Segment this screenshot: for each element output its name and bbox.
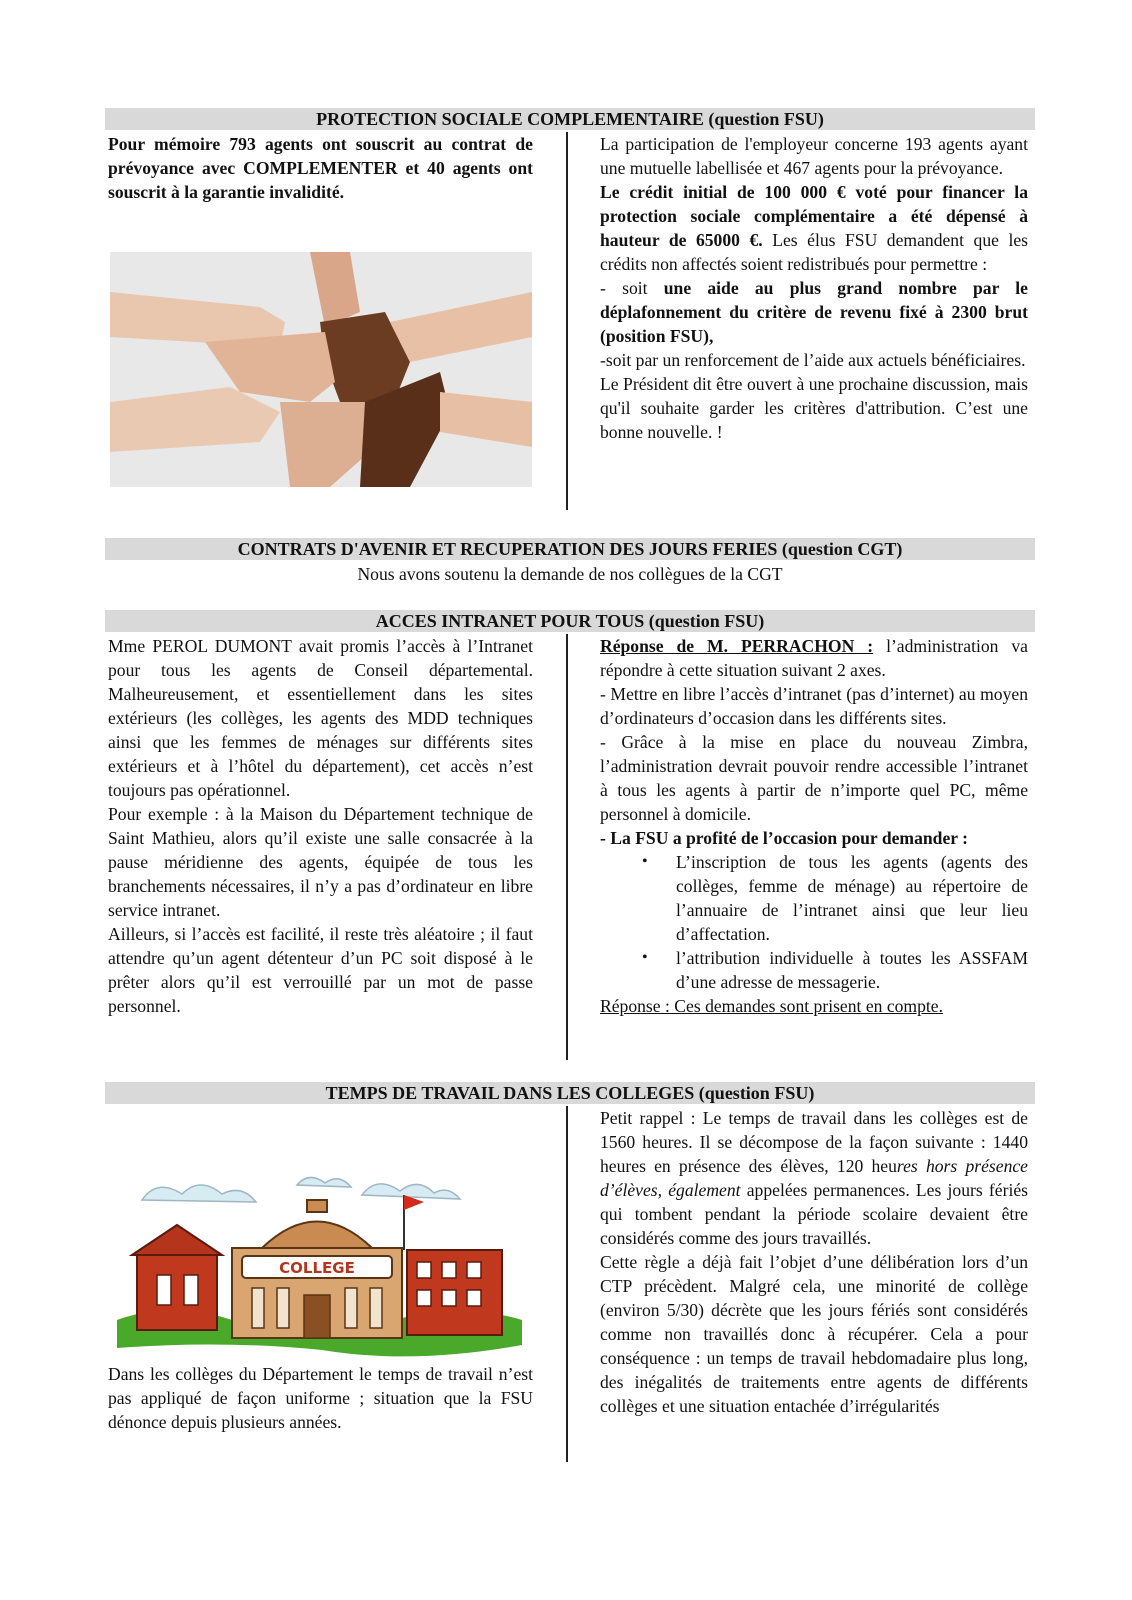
bullet-icon: • — [642, 949, 648, 966]
reply-paragraph — [600, 634, 1028, 682]
college-illustration — [112, 1170, 532, 1370]
section-header-contrats-avenir — [105, 538, 1035, 560]
president-text: Le Président dit être ouvert à une prochaine discussion, mais qu'il souhaite garder les critères d'attribution. C’est une bonne nouvelle. ! — [600, 374, 1028, 442]
request-list — [600, 850, 1028, 994]
section4-left-column — [108, 1362, 533, 1434]
support-text: Nous avons soutenu la demande de nos collègues de la CGT — [357, 564, 783, 584]
option-two-text: -soit par un renforcement de l’aide aux actuels bénéficiaires. — [600, 350, 1026, 370]
option-one-bold: une aide au plus grand nombre par le déplafonnement du critère de revenu fixé à 2300 brut (position FSU), — [600, 278, 1028, 346]
reminder-text-a: Petit rappel : Le temps de travail dans les collèges est de 1560 heures. Il se décompose de la façon suivante : 1440 heures en présence des élèves, 120 heu — [600, 1108, 1028, 1176]
elsewhere-text: Ailleurs, si l’accès est facilité, il reste très aléatoire ; il faut attendre qu’un agent détenteur d’un PC soit disposé à le prêter alors qu’il est verrouillé par un mot de passe personnel. — [108, 924, 533, 1016]
bullet-icon: • — [642, 853, 648, 870]
option-one-paragraph — [600, 276, 1028, 348]
reminder-paragraph — [600, 1106, 1028, 1250]
credit-bold-text: Le crédit initial de 100 000 € voté pour financer la protection sociale complémentaire a été dépensé à hauteur de 65000 €. — [600, 182, 1028, 250]
list-item: • L’inscription de tous les agents (agents des collèges, femme de ménage) au répertoire de l’annuaire de l’intranet ainsi que leur lieu d’affectation. — [642, 852, 1028, 944]
section3-left-column — [108, 634, 533, 1018]
section-title: PROTECTION SOCIALE COMPLEMENTAIRE (question FSU) — [316, 109, 824, 129]
section-title: CONTRATS D'AVENIR ET RECUPERATION DES JOURS FERIES (question CGT) — [237, 539, 903, 559]
example-text: Pour exemple : à la Maison du Département technique de Saint Mathieu, alors qu’il existe une salle consacrée à la pause méridienne des agents, équipée de tous les branchements nécessaires, il n’y a pas d’ordinateur en libre service intranet. — [108, 804, 533, 920]
credit-rest-text: Les élus FSU demandent que les crédits non affectés soient redistribués pour permettre : — [600, 230, 1028, 274]
section-title: TEMPS DE TRAVAIL DANS LES COLLEGES (question FSU) — [325, 1083, 815, 1103]
linked-hands-image — [110, 252, 532, 487]
option-one-prefix: - soit — [600, 278, 664, 298]
section1-right-column — [600, 132, 1028, 444]
section-header-protection-sociale — [105, 108, 1035, 130]
section4-right-column — [600, 1106, 1028, 1418]
participation-text: La participation de l'employeur concerne 193 agents ayant une mutuelle labellisée et 467 agents pour la prévoyance. — [600, 134, 1028, 178]
section-header-acces-intranet — [105, 610, 1035, 632]
column-divider — [566, 634, 568, 1060]
reminder-text-b: appelées permanences. Les jours fériés qui tombent pendant la période scolaire devaient être considérés comme des jours travaillés. — [600, 1180, 1028, 1248]
axis-one-text: - Mettre en libre l’accès d’intranet (pas d’internet) au moyen d’ordinateurs d’occasion dans les différents sites. — [600, 684, 1028, 728]
promise-text: Mme PEROL DUMONT avait promis l’accès à l’Intranet pour tous les agents de Conseil départemental. Malheureusement, et essentiellement dans les sites extérieurs (les collèges, les agents des MDD techniques ainsi que les femmes de ménages sur différents sites extérieurs et à l’hôtel du département), cet accès n’est toujours pas opérationnel. — [108, 636, 533, 800]
column-divider — [566, 132, 568, 510]
uniformity-text: Dans les collèges du Département le temps de travail n’est pas appliqué de façon uniforme ; situation que la FSU dénonce depuis plusieurs années. — [108, 1364, 533, 1432]
reply-label: Réponse de M. PERRACHON : — [600, 636, 874, 656]
credit-paragraph — [600, 180, 1028, 276]
rule-text: Cette règle a déjà fait l’objet d’une délibération lors d’un CTP précèdent. Malgré cela, une minorité de collège (environ 5/30) décrète que les jours fériés sont considérés comme non travaillés donc à récupérer. Cela a pour conséquence : un temps de travail hebdomadaire plus long, des inégalités de traitements entre agents de différents collèges et une situation entachée d’irrégularités — [600, 1252, 1028, 1416]
section-header-temps-travail — [105, 1082, 1035, 1104]
list-item: • l’attribution individuelle à toutes les ASSFAM d’une adresse de messagerie. — [642, 948, 1028, 992]
section2-body — [105, 562, 1035, 586]
reply-text: l’administration va répondre à cette situation suivant 2 axes. — [600, 636, 1028, 680]
agents-summary-text: Pour mémoire 793 agents ont souscrit au contrat de prévoyance avec COMPLEMENTER et 40 agents ont souscrit à la garantie invalidité. — [108, 134, 533, 202]
section1-left-column — [108, 132, 533, 204]
axis-two-text: - Grâce à la mise en place du nouveau Zimbra, l’administration devrait pouvoir rendre accessible l’intranet à tous les agents à partir de n’importe quel PC, même personnel à domicile. — [600, 732, 1028, 824]
fsu-request-text: - La FSU a profité de l’occasion pour demander : — [600, 828, 968, 848]
college-sign-text: COLLEGE — [279, 1259, 355, 1277]
column-divider — [566, 1106, 568, 1462]
final-reply-text: Réponse : Ces demandes sont prisent en compte. — [600, 996, 944, 1016]
section-title: ACCES INTRANET POUR TOUS (question FSU) — [375, 611, 765, 631]
section3-right-column — [600, 634, 1028, 1018]
reminder-italic: res hors présence d’élèves, également — [600, 1156, 1028, 1200]
